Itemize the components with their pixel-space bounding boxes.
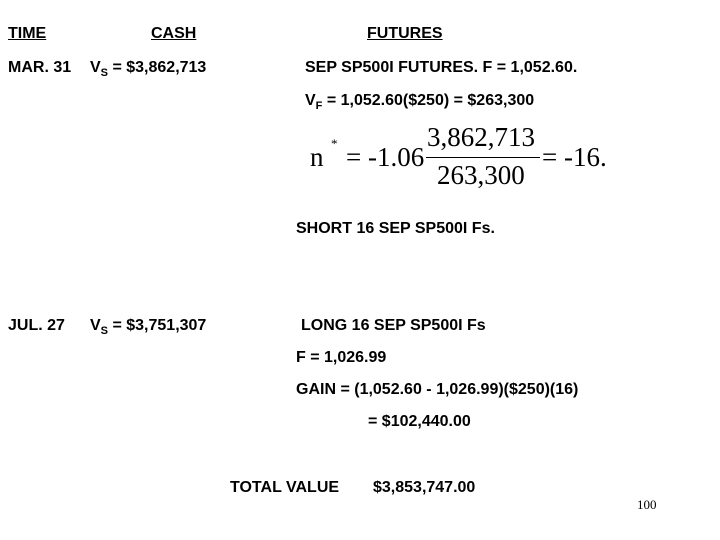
mar-futures-line: SEP SP500I FUTURES. F = 1,052.60. — [305, 59, 578, 76]
total-label: TOTAL VALUE — [230, 479, 340, 496]
formula-multiplier: = -1.06 — [346, 142, 425, 172]
short-action: SHORT 16 SEP SP500I Fs. — [296, 220, 495, 237]
formula-denominator: 263,300 — [437, 160, 525, 190]
fraction-bar — [426, 157, 540, 158]
long-action: LONG 16 SEP SP500I Fs — [301, 317, 486, 334]
vs-amount: = $3,751,307 — [108, 317, 207, 334]
total-value: $3,853,747.00 — [373, 479, 476, 496]
vs-symbol: V — [90, 317, 101, 334]
formula-lhs: n — [310, 142, 324, 172]
gain-total: = $102,440.00 — [368, 413, 471, 430]
jul-futures-price: F = 1,026.99 — [296, 349, 387, 366]
formula-result: = -16. — [542, 142, 607, 172]
vf-line — [305, 92, 534, 111]
vf-symbol: V — [305, 92, 316, 109]
gain-line: GAIN = (1,052.60 - 1,026.99)($250)(16) — [296, 381, 579, 398]
vf-subscript: F — [315, 100, 323, 112]
cash-header: CASH — [151, 25, 197, 42]
vs-subscript: S — [100, 67, 109, 79]
formula-star: * — [331, 136, 338, 151]
mar-date: MAR. 31 — [8, 59, 72, 76]
jul-cash-value — [90, 317, 206, 336]
vs-amount: = $3,862,713 — [108, 59, 207, 76]
formula-numerator: 3,862,713 — [427, 122, 535, 152]
hedge-ratio-formula — [310, 122, 630, 194]
jul-date: JUL. 27 — [8, 317, 65, 334]
futures-header: FUTURES — [367, 25, 443, 42]
time-header: TIME — [8, 25, 47, 42]
page-number: 100 — [637, 497, 657, 512]
mar-cash-value — [90, 59, 206, 78]
vs-subscript: S — [100, 325, 109, 337]
vf-amount: = 1,052.60($250) = $263,300 — [322, 92, 535, 109]
vs-symbol: V — [90, 59, 101, 76]
